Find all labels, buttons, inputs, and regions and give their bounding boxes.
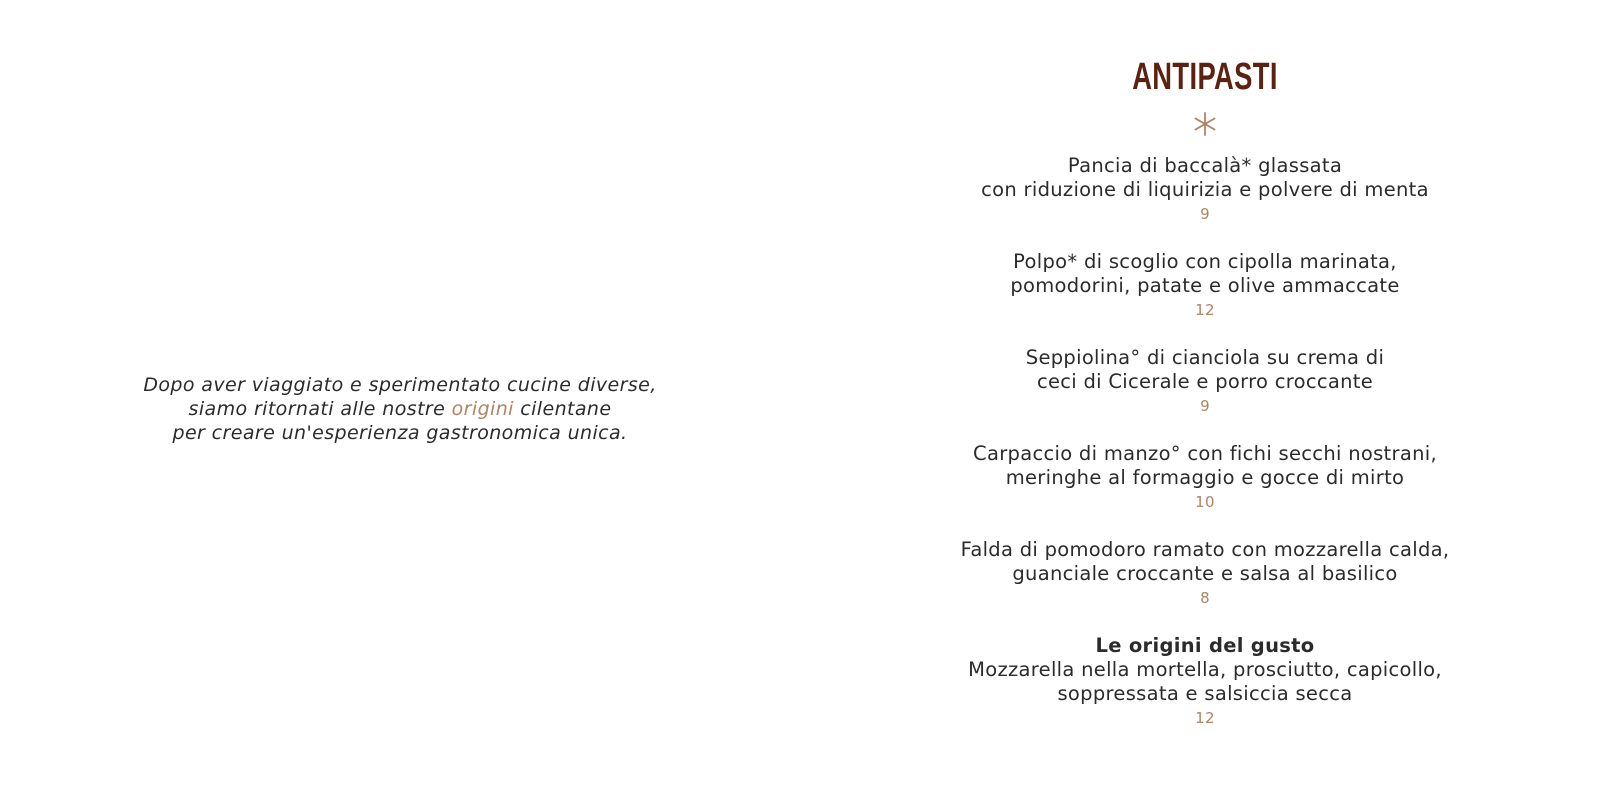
menu-item: [900, 538, 1510, 610]
dish-description: pomodorini, patate e olive ammaccate: [1010, 274, 1400, 297]
dish-price: 9: [1200, 397, 1210, 415]
menu-item: [900, 346, 1510, 418]
dish-price: 12: [1195, 301, 1215, 319]
dish-name: Carpaccio di manzo° con fichi secchi nostrani,: [973, 442, 1437, 465]
section-title: ANTIPASTI: [1132, 56, 1278, 98]
dish-price: 9: [1200, 205, 1210, 223]
menu-panel: [900, 0, 1510, 786]
dish-name: Mozzarella nella mortella, prosciutto, capicollo,: [968, 658, 1442, 681]
dish-name: Polpo* di scoglio con cipolla marinata,: [1013, 250, 1397, 273]
dish-description: con riduzione di liquirizia e polvere di menta: [981, 178, 1429, 201]
dish-price: 10: [1195, 493, 1215, 511]
menu-list: [900, 154, 1510, 754]
dish-name: Seppiolina° di cianciola su crema di: [1025, 346, 1385, 369]
dish-description: guanciale croccante e salsa al basilico: [1012, 562, 1398, 585]
dish-description: meringhe al formaggio e gocce di mirto: [1005, 466, 1405, 489]
intro-line-2-start: siamo ritornati alle nostre: [188, 398, 452, 420]
intro-line-1: Dopo aver viaggiato e sperimentato cucine diverse,: [143, 374, 657, 396]
intro-line-3: per creare un'esperienza gastronomica unica.: [172, 422, 628, 444]
dish-name: Pancia di baccalà* glassata: [1067, 154, 1343, 177]
dish-heading: Le origini del gusto: [1095, 634, 1315, 657]
intro-accent-word: origini: [451, 398, 514, 420]
menu-item: [900, 250, 1510, 322]
dish-price: 8: [1200, 589, 1210, 607]
dish-name: Falda di pomodoro ramato con mozzarella calda,: [960, 538, 1450, 561]
intro-text: [0, 373, 800, 445]
dish-description: ceci di Cicerale e porro croccante: [1036, 370, 1374, 393]
menu-item: [900, 634, 1510, 730]
asterisk-icon: [900, 110, 1510, 138]
menu-item: [900, 442, 1510, 514]
dish-price: 12: [1195, 709, 1215, 727]
intro-line-2-end: cilentane: [513, 398, 612, 420]
dish-description: soppressata e salsiccia secca: [1057, 682, 1353, 705]
menu-item: [900, 154, 1510, 226]
intro-line-2: [0, 397, 800, 421]
